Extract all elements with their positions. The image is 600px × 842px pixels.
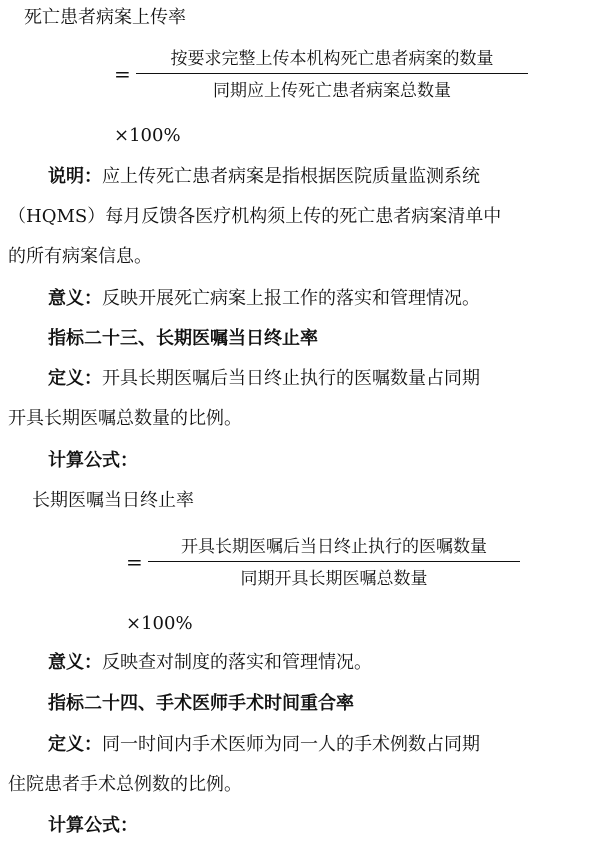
meaning-paragraph	[48, 651, 372, 675]
note-label: 说明：	[48, 166, 102, 187]
definition-paragraph	[48, 733, 480, 757]
formula-numerator: 开具长期医嘱后当日终止执行的医嘱数量	[181, 537, 487, 557]
meaning-text: 反映开展死亡病案上报工作的落实和管理情况。	[102, 288, 480, 309]
meaning-paragraph	[48, 287, 480, 311]
meaning-label: 意义：	[48, 288, 102, 309]
note-line-1: 应上传死亡患者病案是指根据医院质量监测系统	[102, 166, 480, 187]
indicator-24-heading: 指标二十四、手术医师手术时间重合率	[48, 693, 354, 714]
note-line-2: （HQMS）每月反馈各医疗机构须上传的死亡患者病案清单中	[8, 206, 502, 227]
equals-sign: =	[126, 550, 143, 574]
formula-denominator: 同期开具长期医嘱总数量	[240, 569, 428, 589]
formula-name: 长期医嘱当日终止率	[32, 490, 194, 511]
definition-label: 定义：	[48, 368, 102, 389]
definition-line-2: 住院患者手术总例数的比例。	[8, 774, 242, 795]
percent-factor: ×100%	[114, 125, 181, 146]
formula-name: 死亡患者病案上传率	[24, 7, 186, 28]
calc-label: 计算公式：	[48, 815, 138, 836]
indicator-23-heading: 指标二十三、长期医嘱当日终止率	[48, 328, 318, 349]
definition-line-1: 开具长期医嘱后当日终止执行的医嘱数量占同期	[102, 368, 480, 389]
definition-line-2: 开具长期医嘱总数量的比例。	[8, 408, 242, 429]
meaning-label: 意义：	[48, 652, 102, 673]
fraction-bar	[136, 73, 528, 74]
note-paragraph	[48, 165, 480, 189]
definition-label: 定义：	[48, 734, 102, 755]
meaning-text: 反映查对制度的落实和管理情况。	[102, 652, 372, 673]
definition-paragraph	[48, 367, 480, 391]
formula-denominator: 同期应上传死亡患者病案总数量	[213, 81, 451, 101]
calc-label: 计算公式：	[48, 450, 138, 471]
equals-sign: =	[114, 62, 131, 86]
note-line-3: 的所有病案信息。	[8, 246, 152, 267]
definition-line-1: 同一时间内手术医师为同一人的手术例数占同期	[102, 734, 480, 755]
fraction-bar	[148, 561, 520, 562]
formula-numerator: 按要求完整上传本机构死亡患者病案的数量	[170, 49, 494, 69]
percent-factor: ×100%	[126, 613, 193, 634]
